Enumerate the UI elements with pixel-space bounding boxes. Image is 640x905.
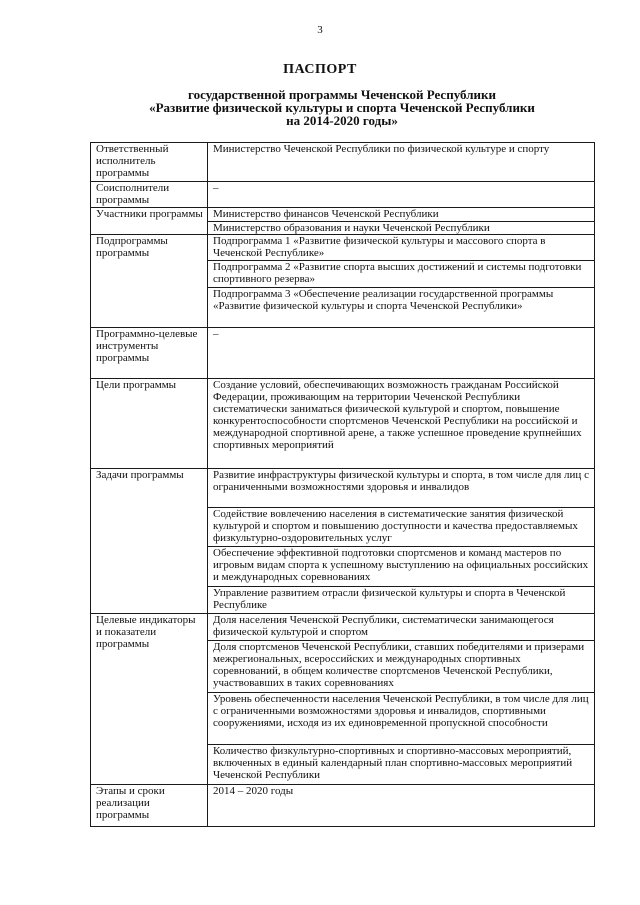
row-value-subprogram-1: Подпрограмма 1 «Развитие физической культуры и массового спорта в Чеченской Республике» (208, 235, 595, 261)
row-value-stages: 2014 – 2020 годы (208, 785, 595, 827)
row-value-indicator-2: Доля спортсменов Чеченской Республики, ставших победителями и призерами межрегиональных, всероссийских и международных спортивных соревнований, в общем количестве спортсменов Чеченской Республики, участвовавших в таких соревнованиях (208, 641, 595, 693)
row-label-participants: Участники программы (91, 208, 208, 235)
table-row (91, 614, 595, 641)
table-row (91, 143, 595, 182)
document-title: ПАСПОРТ (283, 62, 357, 77)
row-value-instruments: – (208, 328, 595, 379)
program-subtitle (90, 88, 594, 127)
row-label-goals: Цели программы (91, 379, 208, 469)
table-row (91, 379, 595, 469)
row-value-task-3: Обеспечение эффективной подготовки спортсменов и команд мастеров по игровым видам спорта к успешному выступлению на официальных российских и международных соревнованиях (208, 547, 595, 587)
row-value-indicator-3: Уровень обеспеченности населения Чеченской Республики, в том числе для лиц с ограниченными возможностями здоровья и инвалидов, спортивными сооружениями, исходя из их единовременной пропускной способности (208, 693, 595, 745)
table-row (91, 182, 595, 208)
row-value-task-1: Развитие инфраструктуры физической культуры и спорта, в том числе для лиц с ограниченными возможностями здоровья и инвалидов (208, 469, 595, 508)
row-value-indicator-1: Доля населения Чеченской Республики, систематически занимающегося физической культурой и спортом (208, 614, 595, 641)
row-value-participant-1: Министерство финансов Чеченской Республики (208, 208, 595, 222)
row-label-responsible: Ответственный исполнитель программы (91, 143, 208, 182)
row-label-indicators: Целевые индикаторы и показатели программы (91, 614, 208, 785)
row-label-stages: Этапы и сроки реализации программы (91, 785, 208, 827)
row-value-goals: Создание условий, обеспечивающих возможность гражданам Российской Федерации, проживающим на территории Чеченской Республики систематически заниматься физической культурой и спортом, повышение конкурентоспособности спортсменов Чеченской Республики на российской и международной спортивной арене, а также успешное проведение крупнейших спортивных мероприятий (208, 379, 595, 469)
row-label-tasks: Задачи программы (91, 469, 208, 614)
subtitle-line-1: государственной программы Чеченской Республики (188, 87, 496, 102)
table-row (91, 328, 595, 379)
row-value-subprogram-3: Подпрограмма 3 «Обеспечение реализации государственной программы «Развитие физической культуры и спорта Чеченской Республики» (208, 288, 595, 328)
row-value-coexecutors: – (208, 182, 595, 208)
row-value-task-4: Управление развитием отрасли физической культуры и спорта в Чеченской Республике (208, 587, 595, 614)
row-label-subprograms: Подпрограммы программы (91, 235, 208, 328)
table-row (91, 235, 595, 261)
table-row (91, 469, 595, 508)
row-value-indicator-4: Количество физкультурно-спортивных и спортивно-массовых мероприятий, включенных в единый календарный план спортивно-массовых мероприятий Чеченской Республики (208, 745, 595, 785)
row-label-instruments: Программно-целевые инструменты программы (91, 328, 208, 379)
passport-table (90, 142, 595, 827)
table-row (91, 785, 595, 827)
subtitle-line-2: «Развитие физической культуры и спорта Чеченской Республики (149, 100, 535, 115)
row-value-participant-2: Министерство образования и науки Чеченской Республики (208, 222, 595, 235)
row-label-coexecutors: Соисполнители программы (91, 182, 208, 208)
page-number: 3 (317, 24, 323, 36)
table-row (91, 208, 595, 222)
row-value-responsible: Министерство Чеченской Республики по физической культуре и спорту (208, 143, 595, 182)
row-value-subprogram-2: Подпрограмма 2 «Развитие спорта высших достижений и системы подготовки спортивного резерва» (208, 261, 595, 288)
row-value-task-2: Содействие вовлечению населения в систематические занятия физической культурой и спортом и повышению доступности и качества предоставляемых физкультурно-оздоровительных услуг (208, 508, 595, 547)
subtitle-line-3: на 2014-2020 годы» (286, 113, 398, 128)
